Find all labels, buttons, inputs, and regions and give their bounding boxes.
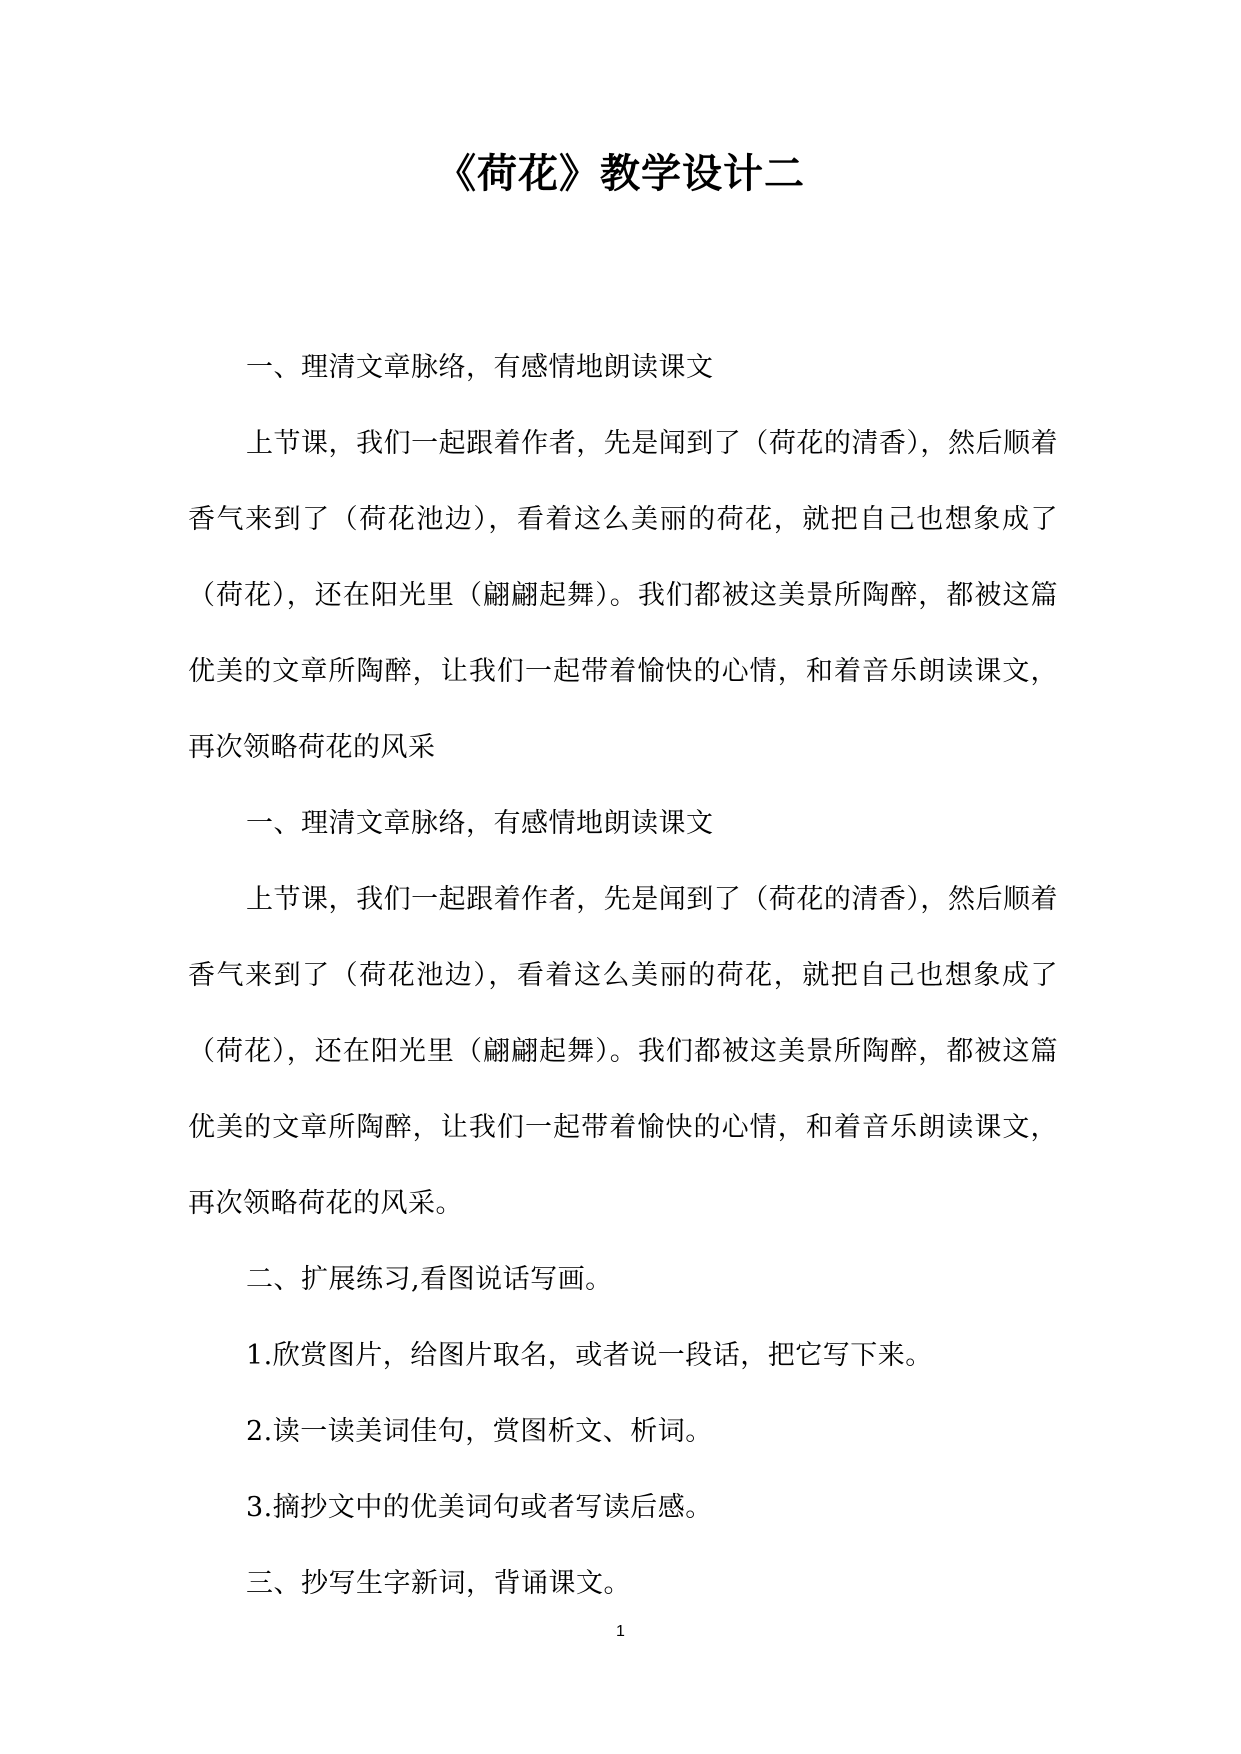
body-paragraph-1: 上节课，我们一起跟着作者，先是闻到了（荷花的清香），然后顺着香气来到了（荷花池边），看着这么美丽的荷花，就把自己也想象成了（荷花），还在阳光里（翩翩起舞）。我们都被这美景所陶醉，都被这篇优美的文章所陶醉，让我们一起带着愉快的心情，和着音乐朗读课文，再次领略荷花的风采	[188, 428, 1058, 763]
list-item-3: 3.摘抄文中的优美词句或者写读后感。	[246, 1492, 713, 1523]
page-number: 1	[616, 1623, 625, 1640]
list-item-1: 1.欣赏图片，给图片取名，或者说一段话，把它写下来。	[246, 1340, 933, 1371]
body-paragraph-2: 上节课，我们一起跟着作者，先是闻到了（荷花的清香），然后顺着香气来到了（荷花池边），看着这么美丽的荷花，就把自己也想象成了（荷花），还在阳光里（翩翩起舞）。我们都被这美景所陶醉，都被这篇优美的文章所陶醉，让我们一起带着愉快的心情，和着音乐朗读课文，再次领略荷花的风采。	[188, 884, 1058, 1219]
document-body	[188, 330, 1058, 1622]
section-heading-1-repeat: 一、理清文章脉络，有感情地朗读课文	[246, 808, 714, 839]
section-heading-1: 一、理清文章脉络，有感情地朗读课文	[246, 352, 714, 383]
section-heading-2: 二、扩展练习,看图说话写画。	[246, 1264, 613, 1295]
list-item-2: 2.读一读美词佳句，赏图析文、析词。	[246, 1416, 713, 1447]
document-title: 《荷花》教学设计二	[436, 151, 805, 197]
section-heading-3: 三、抄写生字新词，背诵课文。	[246, 1568, 631, 1599]
